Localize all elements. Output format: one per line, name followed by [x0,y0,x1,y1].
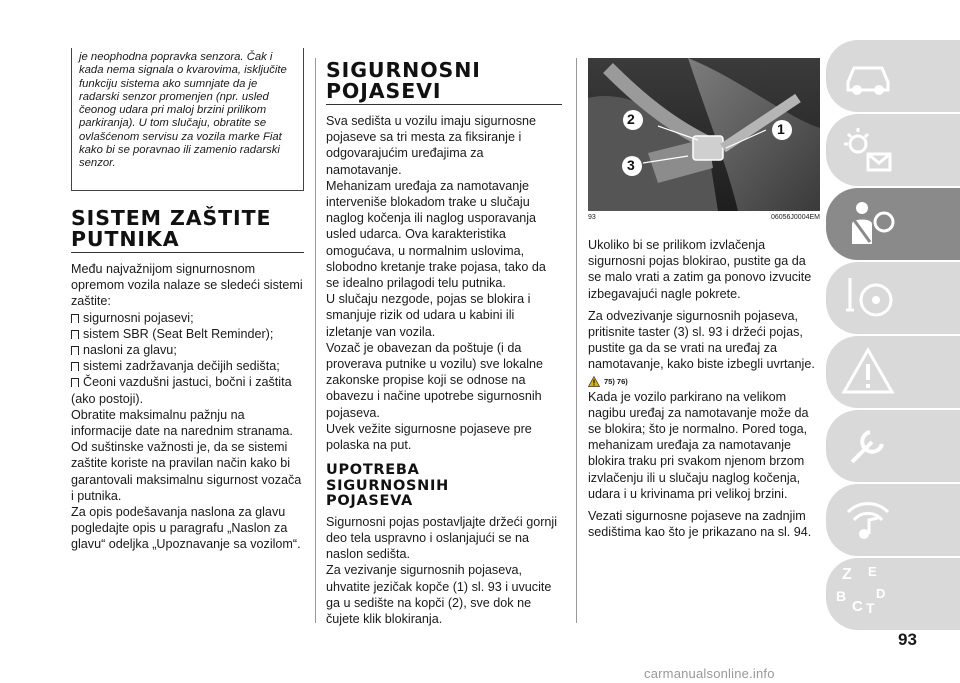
index-letter: Z [842,566,852,583]
column-divider [315,58,316,623]
paragraph: Vezati sigurnosne pojaseve na zadnjim sedištima kao što je prikazano na sl. 94. [588,509,812,540]
index-letter: C [852,598,863,615]
seatbelt-airbag-icon [840,196,896,252]
column-divider [576,58,577,623]
note-line: kako bi se poravnao ili zamenio radarski [79,144,280,157]
paragraph: Za opis podešavanja naslona za glavu pogledajte opis u paragrafu „Naslon za glavu“ odeljka „Upoznavanje sa vozilom“. [71,505,301,552]
protection-systems-list [71,310,304,407]
list-item: sistemi zadržavanja dečijih sedišta; [71,358,304,374]
bullet-icon [71,314,79,323]
note-line: parkiranja). U tom slučaju, obratite se [79,117,267,130]
section-title-seat-belts: SIGURNOSNI POJASEVI [326,60,562,105]
note-line: je neophodna popravka senzora. Čak i [79,51,273,63]
seatbelt-buckle-figure [588,58,820,211]
tab-alphabetical-index[interactable] [826,558,960,630]
list-item: sigurnosni pojasevi; [71,310,304,326]
warning-triangle-icon [588,376,600,387]
index-letter: E [868,564,877,579]
tab-multimedia[interactable] [826,484,960,556]
warning-lights-icon [840,122,896,178]
index-letter: T [866,600,875,616]
bullet-icon [71,330,79,339]
emergency-triangle-icon [840,344,896,400]
key-steering-icon [840,270,896,326]
car-dashboard-icon [840,48,896,104]
paragraph: Obratite maksimalnu pažnju na informacije date na narednim stranama. Od suštinske važnosti je, da se sistemi zaštite koriste na pravilan način kako bi garantovali maksimalnu sigurnost vozača i putnika. [71,407,302,503]
note-line: ovlašćenom servisu za vozila marke Fiat [79,130,282,143]
callout-label: 1 [777,121,785,137]
seatbelt-buckle-illustration [588,58,820,211]
multimedia-icon [840,492,896,548]
warning-ref-numbers[interactable]: 75) 76) [604,376,628,386]
column-left [71,0,304,553]
callout-label: 3 [627,157,635,173]
column-right [588,0,820,540]
list-item: sistem SBR (Seat Belt Reminder); [71,326,304,342]
index-letter: B [836,588,847,604]
subsection-title-belt-use: UPOTREBA SIGURNOSNIH POJASEVA [326,462,449,510]
bullet-icon [71,378,79,387]
tab-safety[interactable] [826,188,960,260]
tab-vehicle-knowledge[interactable] [826,40,960,112]
warning-note-box [71,48,304,191]
tab-dashboard-warnings[interactable] [826,114,960,186]
paragraph: Sva sedišta u vozilu imaju sigurnosne pojaseve sa tri mesta za fiksiranje i odgovarajućim uređajima za namotavanje. [326,114,537,177]
intro-paragraph: Među najvažnijom signurnosnom opremom vozila nalaze se sledeći sistemi zaštite: [71,262,303,309]
figure-caption [588,213,820,223]
tab-emergency[interactable] [826,336,960,408]
paragraph: Ukoliko bi se prilikom izvlačenja sigurnosni pojas blokirao, pustite ga da se malo vrati a zatim ga ponovo izvucite izbegavajući nagle pokrete. [588,238,812,301]
note-line: radarski senzor promenjen (npr. usled [79,90,269,103]
paragraph: Za odvezivanje sigurnosnih pojaseva, pritisnite taster (3) sl. 93 i držeći pojas, pustite ga da se vrati na uređaj za namotavanje, kako biste izbegli uvrtanje. [588,308,815,372]
list-item: Čeoni vazdušni jastuci, bočni i zaštita (ako postoji). [71,375,292,406]
figure-code: 06056J0004EM [770,214,820,221]
paragraph: Vozač je obavezan da poštuje (i da proverava putnike u vozilu) sve lokalne zakonske propise koji se odnose na obavezu i načine upotrebe sigurnosnih pojaseva. [326,340,544,420]
column-middle [326,0,562,627]
paragraph: Uvek vežite sigurnosne pojaseve pre polaska na put. [326,421,532,453]
paragraph: Mehanizam uređaja za namotavanje interveniše blokadom trake u slučaju naglog kočenja ili naglog usporavanja usled udarca. Ova karakteristika omogućava, u normalnim uslovima, slobodno kretanje trake pojasa, tako da se idealno prilagodi telu putnika. [326,178,546,291]
paragraph: Za vezivanje sigurnosnih pojaseva, uhvatite jezičak kopče (1) sl. 93 i uvucite ga u sedište na kopči (2), sve dok ne čujete klik blokiranja. [326,563,552,626]
note-line: kada nema signala o kvarovima, isključite [79,64,287,77]
note-line: čeonog udara pri maloj brzini prilikom [79,104,267,117]
callout-label: 2 [627,111,635,127]
figure-number: 93 [588,214,596,221]
tab-maintenance[interactable] [826,410,960,482]
paragraph: Sigurnosni pojas postavljajte držeći gornji deo tela uspravno i oslanjajući se na naslon sedišta. [326,514,558,562]
bullet-icon [71,346,79,355]
watermark-text[interactable]: carmanualsonline.info [644,666,775,681]
note-line: senzor. [79,157,116,170]
page-number: 93 [898,630,917,649]
warning-references [588,376,820,387]
chapter-tabs-sidebar [826,40,960,640]
paragraph: U slučaju nezgode, pojas se blokira i smanjuje rizik od udara u kabini ili izletanje van vozila. [326,292,531,339]
bullet-icon [71,362,79,371]
index-letter: D [876,586,886,601]
list-item: nasloni za glavu; [71,342,304,358]
section-title-protection-systems: SISTEM ZAŠTITE PUTNIKA [71,208,304,253]
service-wrench-icon [840,418,896,474]
paragraph: Kada je vozilo parkirano na velikom nagibu uređaj za namotavanje može da se blokira; što je normalno. Pored toga, mehanizam uređaja za namotavanje blokira traku pri svakom njenom brzom izvlačenju ili u slučaju naglog kočenja, udara i u krivinama pri velikoj brzini. [588,389,809,501]
note-line: funkciju sistema ako sumnjate da je [79,77,258,90]
tab-starting-driving[interactable] [826,262,960,334]
